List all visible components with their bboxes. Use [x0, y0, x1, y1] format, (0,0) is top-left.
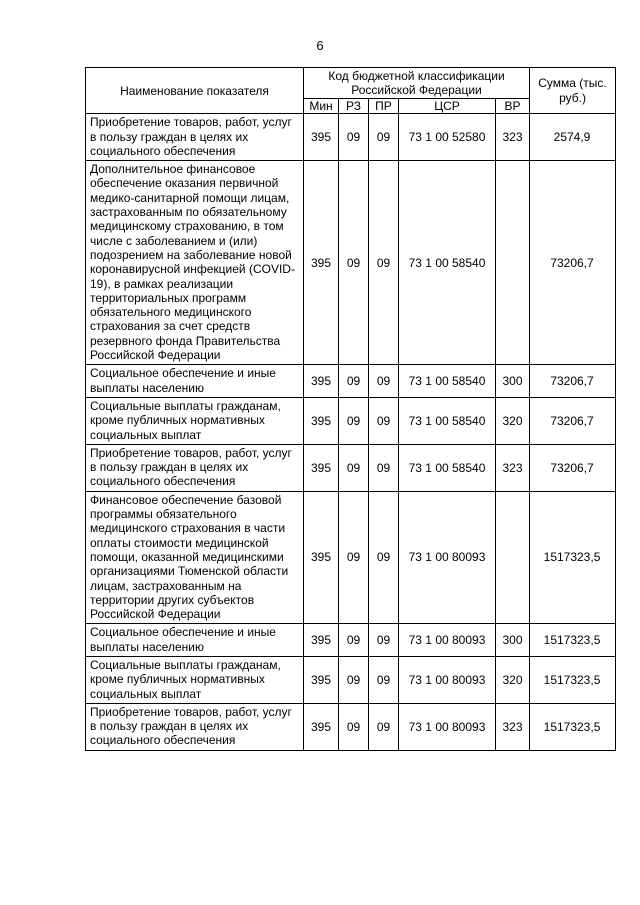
row-vr: 300	[496, 624, 530, 657]
row-min: 395	[304, 444, 339, 491]
row-rz: 09	[339, 161, 369, 365]
row-rz: 09	[339, 703, 369, 750]
row-pr: 09	[369, 703, 399, 750]
row-min: 395	[304, 624, 339, 657]
row-sum: 1517323,5	[530, 703, 616, 750]
row-name: Финансовое обеспечение базовой программы обязательного медицинского страхования в части оплаты стоимости медицинской помощи, оказанной медицинскими организациями Тюменской области лицам, застрахованным на территории других субъектов Российской Федерации	[86, 491, 304, 624]
row-rz: 09	[339, 656, 369, 703]
row-pr: 09	[369, 624, 399, 657]
table-row	[86, 656, 616, 703]
row-min: 395	[304, 114, 339, 161]
row-min: 395	[304, 161, 339, 365]
row-pr: 09	[369, 114, 399, 161]
row-min: 395	[304, 491, 339, 624]
row-vr	[496, 161, 530, 365]
row-min: 395	[304, 365, 339, 398]
table-row	[86, 491, 616, 624]
row-rz: 09	[339, 491, 369, 624]
row-pr: 09	[369, 656, 399, 703]
header-rz: РЗ	[339, 99, 369, 114]
row-vr: 323	[496, 703, 530, 750]
row-csr: 73 1 00 80093	[399, 703, 496, 750]
row-csr: 73 1 00 80093	[399, 624, 496, 657]
row-csr: 73 1 00 58540	[399, 444, 496, 491]
row-name: Дополнительное финансовое обеспечение оказания первичной медико-санитарной помощи лицам, застрахованным по обязательному медицинскому страхованию, в том числе с заболеванием и (или) подозрением на заболевание новой коронавирусной инфекцией (COVID-19), в рамках реализации территориальных программ обязательного медицинского страхования за счет средств резервного фонда Правительства Российской Федерации	[86, 161, 304, 365]
row-min: 395	[304, 397, 339, 444]
row-sum: 73206,7	[530, 161, 616, 365]
header-min: Мин	[304, 99, 339, 114]
table-row	[86, 365, 616, 398]
row-csr: 73 1 00 58540	[399, 397, 496, 444]
row-name: Социальное обеспечение и иные выплаты населению	[86, 624, 304, 657]
row-sum: 73206,7	[530, 444, 616, 491]
row-sum: 1517323,5	[530, 491, 616, 624]
table-row	[86, 444, 616, 491]
row-csr: 73 1 00 80093	[399, 491, 496, 624]
row-pr: 09	[369, 491, 399, 624]
header-csr: ЦСР	[399, 99, 496, 114]
table-row	[86, 624, 616, 657]
row-rz: 09	[339, 397, 369, 444]
row-name: Приобретение товаров, работ, услуг в пользу граждан в целях их социального обеспечения	[86, 114, 304, 161]
row-vr: 323	[496, 114, 530, 161]
header-name: Наименование показателя	[86, 68, 304, 114]
table-row	[86, 161, 616, 365]
header-pr: ПР	[369, 99, 399, 114]
row-name: Приобретение товаров, работ, услуг в пользу граждан в целях их социального обеспечения	[86, 703, 304, 750]
row-rz: 09	[339, 624, 369, 657]
row-csr: 73 1 00 58540	[399, 161, 496, 365]
header-vr: ВР	[496, 99, 530, 114]
row-rz: 09	[339, 365, 369, 398]
row-vr: 323	[496, 444, 530, 491]
row-sum: 73206,7	[530, 397, 616, 444]
row-pr: 09	[369, 365, 399, 398]
row-name: Социальные выплаты гражданам, кроме публичных нормативных социальных выплат	[86, 397, 304, 444]
row-sum: 1517323,5	[530, 624, 616, 657]
row-min: 395	[304, 703, 339, 750]
table-row	[86, 703, 616, 750]
row-csr: 73 1 00 58540	[399, 365, 496, 398]
row-name: Социальное обеспечение и иные выплаты населению	[86, 365, 304, 398]
row-vr	[496, 491, 530, 624]
row-rz: 09	[339, 444, 369, 491]
row-pr: 09	[369, 397, 399, 444]
row-sum: 2574,9	[530, 114, 616, 161]
table-row	[86, 397, 616, 444]
row-csr: 73 1 00 52580	[399, 114, 496, 161]
row-vr: 320	[496, 397, 530, 444]
row-sum: 1517323,5	[530, 656, 616, 703]
row-csr: 73 1 00 80093	[399, 656, 496, 703]
row-rz: 09	[339, 114, 369, 161]
row-name: Социальные выплаты гражданам, кроме публичных нормативных социальных выплат	[86, 656, 304, 703]
row-pr: 09	[369, 161, 399, 365]
row-vr: 300	[496, 365, 530, 398]
page-number: 6	[316, 38, 324, 53]
header-sum: Сумма (тыс. руб.)	[530, 68, 616, 114]
table-row	[86, 114, 616, 161]
budget-table	[85, 67, 616, 751]
row-min: 395	[304, 656, 339, 703]
row-vr: 320	[496, 656, 530, 703]
row-name: Приобретение товаров, работ, услуг в пользу граждан в целях их социального обеспечения	[86, 444, 304, 491]
header-code-group: Код бюджетной классификации Российской Федерации	[304, 68, 530, 99]
row-sum: 73206,7	[530, 365, 616, 398]
row-pr: 09	[369, 444, 399, 491]
